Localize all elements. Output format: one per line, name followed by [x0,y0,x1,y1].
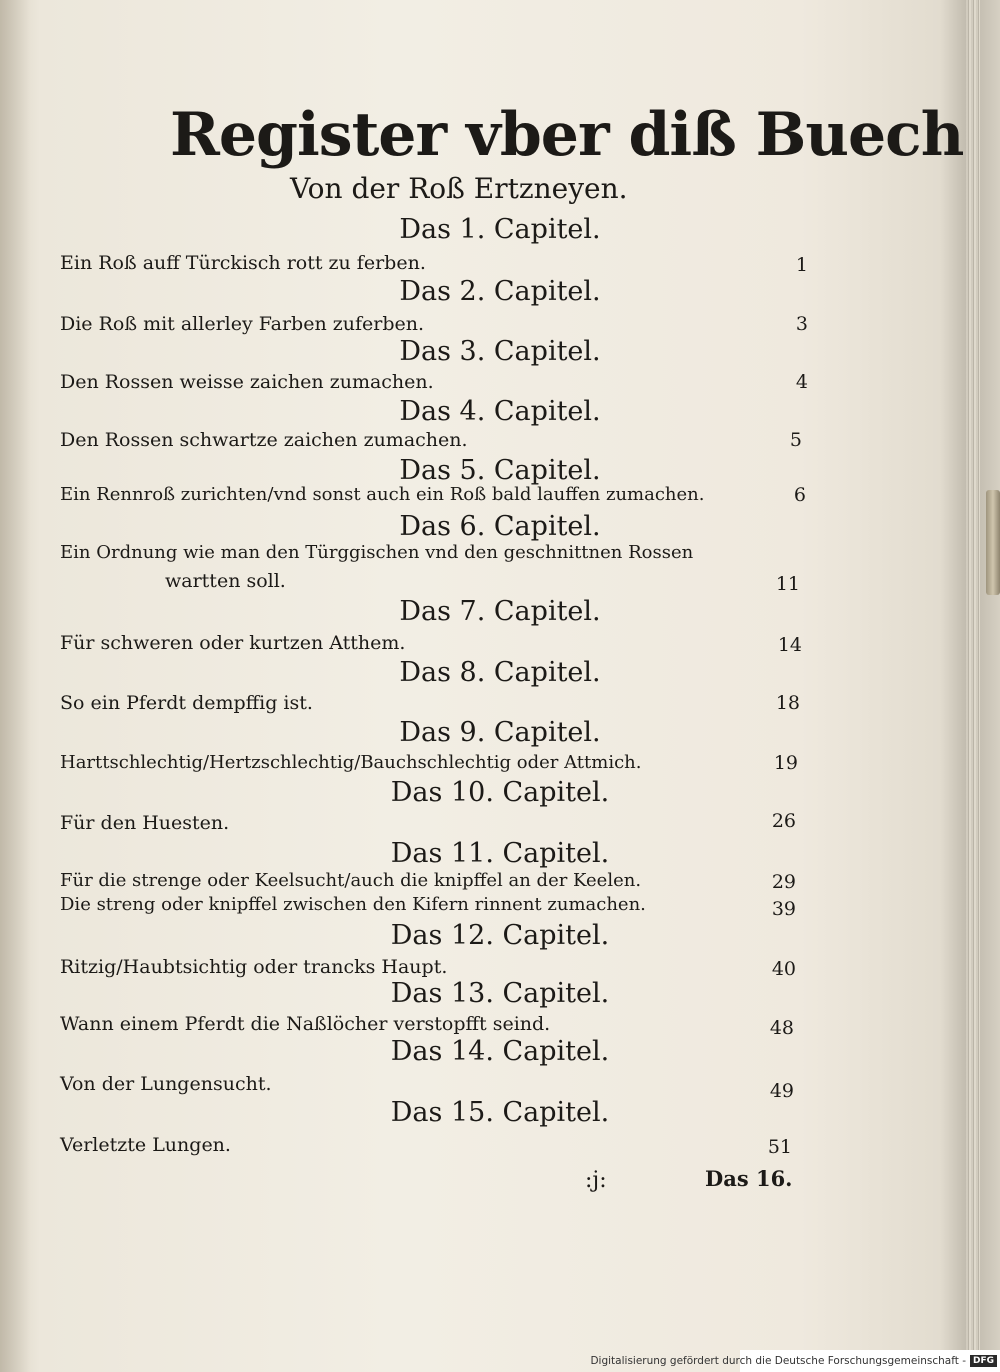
chapter-heading: Das 5. Capitel. [399,455,601,486]
chapter-heading: Das 6. Capitel. [399,511,601,542]
chapter-heading: Das 9. Capitel. [399,717,601,748]
chapter-heading: Das 1. Capitel. [399,214,601,245]
entry-page: 6 [793,484,806,506]
entry-text: Den Rossen weisse zaichen zumachen. [60,371,434,393]
entry-text: Für den Huesten. [60,812,230,834]
signature-mark: :j: [585,1168,607,1193]
entry-text: Die streng oder knipffel zwischen den Kifern rinnent zumachen. [60,894,646,915]
dfg-logo: DFG [970,1355,997,1367]
chapter-heading: Das 11. Capitel. [390,838,610,869]
chapter-heading: Das 7. Capitel. [399,596,601,627]
entry-text: Für schweren oder kurtzen Atthem. [60,632,406,654]
chapter-heading: Das 14. Capitel. [390,1036,610,1067]
entry-text: Ein Rennroß zurichten/vnd sonst auch ein Roß bald lauffen zumachen. [60,484,705,505]
chapter-heading: Das 4. Capitel. [399,396,601,427]
entry-text: Ein Ordnung wie man den Türggischen vnd den geschnittnen Rossen [60,542,694,563]
entry-page: 3 [795,313,808,335]
entry-page: 19 [773,752,798,774]
entry-text: Für die strenge oder Keelsucht/auch die knipffel an der Keelen. [60,870,642,891]
entry-page: 51 [767,1136,792,1158]
chapter-heading: Das 3. Capitel. [399,336,601,367]
chapter-heading: Das 13. Capitel. [390,978,610,1009]
entry-page: 4 [795,371,808,393]
entry-page: 26 [771,810,796,832]
entry-page: 14 [777,634,802,656]
entry-text: Ein Roß auff Türckisch rott zu ferben. [60,252,426,274]
entry-page: 11 [775,573,800,595]
entry-page: 5 [789,429,802,451]
entry-text: Die Roß mit allerley Farben zuferben. [60,313,425,335]
chapter-heading: Das 15. Capitel. [390,1097,610,1128]
entry-text: Ritzig/Haubtsichtig oder trancks Haupt. [60,956,448,978]
entry-page: 39 [771,898,796,920]
entry-text: Harttschlechtig/Hertzschlechtig/Bauchschlechtig oder Attmich. [60,752,642,773]
footer-credit: Digitalisierung gefördert durch die Deutsche Forschungsgemeinschaft - [590,1355,966,1367]
chapter-heading: Das 2. Capitel. [399,276,601,307]
entry-page: 48 [769,1017,794,1039]
chapter-heading: Das 10. Capitel. [390,777,610,808]
chapter-heading: Das 8. Capitel. [399,657,601,688]
digitization-footer [590,1350,1000,1372]
chapter-heading: Das 12. Capitel. [390,920,610,951]
entry-page: 29 [771,871,796,893]
entry-text: Wann einem Pferdt die Naßlöcher verstopfft seind. [60,1013,551,1035]
entry-text: Von der Lungensucht. [60,1073,272,1095]
entry-text: Verletzte Lungen. [60,1134,231,1156]
entry-text: So ein Pferdt dempffig ist. [60,692,313,714]
page-subtitle: Von der Roß Ertzneyen. [290,172,628,205]
entry-page: 40 [771,958,796,980]
entry-page: 18 [775,692,800,714]
catchword: Das 16. [705,1166,793,1191]
entry-page: 49 [769,1080,794,1102]
page-title: Register vber diß Buech [170,100,964,170]
entry-text-continuation: wartten soll. [165,570,286,592]
entry-page: 1 [795,254,808,276]
entry-text: Den Rossen schwartze zaichen zumachen. [60,429,468,451]
